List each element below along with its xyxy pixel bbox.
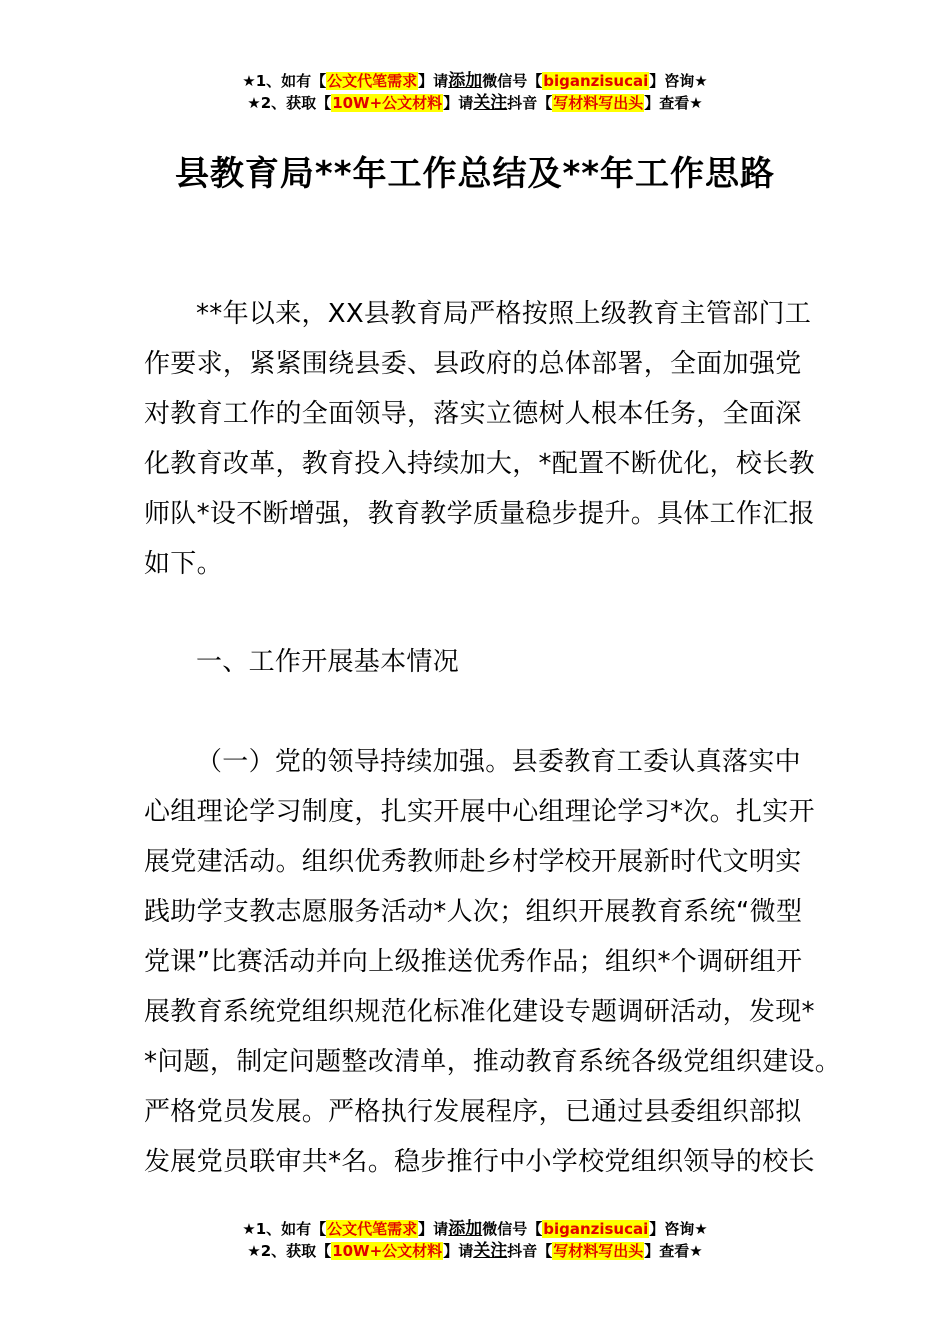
banner-douyin-id: 写材料写出头 <box>553 94 644 112</box>
paragraph-line: *问题，制定问题整改清单，推动教育系统各级党组织建设。 <box>144 1047 842 1077</box>
banner-line-1 <box>0 70 950 92</box>
section-heading <box>144 637 814 687</box>
banner-wechat-id: biganzisucai <box>543 1220 649 1238</box>
banner-line-1-mid: 】请 <box>418 1220 449 1238</box>
paragraph-line: 党课”比赛活动并向上级推送优秀作品；组织*个调研组开 <box>144 947 803 977</box>
banner-line-2-prefix: ★2、获取【 <box>247 1242 332 1260</box>
banner-highlight-service: 公文代笔需求 <box>327 1220 418 1238</box>
banner-emphasis-add: 添加 <box>448 1219 483 1239</box>
intro-line: 师队*设不断增强，教育教学质量稳步提升。具体工作汇报 <box>144 499 815 529</box>
banner-highlight-materials: 10W+公文材料 <box>332 94 443 112</box>
banner-line-2-suffix: 】查看★ <box>644 1242 703 1260</box>
banner-line-2 <box>0 92 950 114</box>
paragraph-line: 践助学支教志愿服务活动*人次；组织开展教育系统“微型 <box>144 897 803 927</box>
banner-line-2 <box>0 1240 950 1262</box>
banner-line-2-mid2: 抖音【 <box>507 94 553 112</box>
paragraph-line: 展教育系统党组织规范化标准化建设专题调研活动，发现* <box>144 997 815 1027</box>
banner-line-1-prefix: ★1、如有【 <box>242 1220 327 1238</box>
banner-line-1-suffix: 】咨询★ <box>649 1220 708 1238</box>
intro-line: 对教育工作的全面领导，落实立德树人根本任务，全面深 <box>144 399 802 429</box>
banner-line-2-mid: 】请 <box>443 1242 474 1260</box>
paragraph-party-leadership <box>144 737 842 1187</box>
intro-line: **年以来，XX县教育局严格按照上级教育主管部门工 <box>196 299 812 329</box>
banner-emphasis-follow: 关注 <box>473 1241 508 1261</box>
footer-banner <box>0 1218 950 1262</box>
paragraph-line: 展党建活动。组织优秀教师赴乡村学校开展新时代文明实 <box>144 847 802 877</box>
intro-line: 化教育改革，教育投入持续加大，*配置不断优化，校长教 <box>144 449 815 479</box>
banner-emphasis-add: 添加 <box>448 71 483 91</box>
banner-line-2-suffix: 】查看★ <box>644 94 703 112</box>
section-heading-text: 一、工作开展基本情况 <box>196 647 460 677</box>
document-title: 县教育局**年工作总结及**年工作思路 <box>174 154 776 194</box>
paragraph-line: （一）党的领导持续加强。县委教育工委认真落实中 <box>196 747 801 777</box>
banner-line-1-mid2: 微信号【 <box>482 72 543 90</box>
banner-line-1-mid2: 微信号【 <box>482 1220 543 1238</box>
paragraph-line: 严格党员发展。严格执行发展程序，已通过县委组织部拟 <box>144 1097 802 1127</box>
intro-paragraph <box>144 289 814 589</box>
intro-line: 如下。 <box>144 549 223 579</box>
intro-line: 作要求，紧紧围绕县委、县政府的总体部署，全面加强党 <box>144 349 802 379</box>
banner-line-1 <box>0 1218 950 1240</box>
banner-emphasis-follow: 关注 <box>473 93 508 113</box>
header-banner <box>0 70 950 114</box>
banner-line-2-prefix: ★2、获取【 <box>247 94 332 112</box>
banner-line-1-suffix: 】咨询★ <box>649 72 708 90</box>
paragraph-line: 发展党员联审共*名。稳步推行中小学校党组织领导的校长 <box>144 1147 815 1177</box>
banner-line-1-mid: 】请 <box>418 72 449 90</box>
banner-highlight-service: 公文代笔需求 <box>327 72 418 90</box>
banner-wechat-id: biganzisucai <box>543 72 649 90</box>
banner-highlight-materials: 10W+公文材料 <box>332 1242 443 1260</box>
paragraph-line: 心组理论学习制度，扎实开展中心组理论学习*次。扎实开 <box>144 797 815 827</box>
banner-line-1-prefix: ★1、如有【 <box>242 72 327 90</box>
banner-douyin-id: 写材料写出头 <box>553 1242 644 1260</box>
banner-line-2-mid2: 抖音【 <box>507 1242 553 1260</box>
banner-line-2-mid: 】请 <box>443 94 474 112</box>
